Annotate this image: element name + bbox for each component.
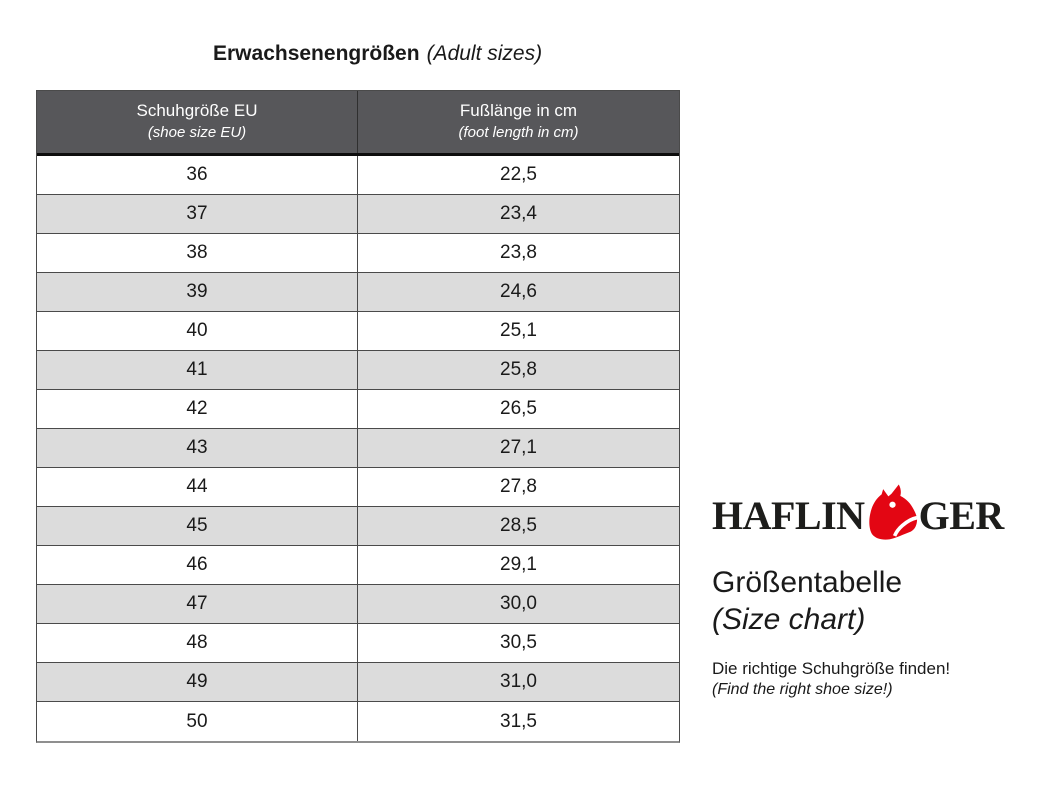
length-cell: 23,4 [500,203,537,224]
column-header-foot-length [358,91,679,153]
size-cell: 37 [37,195,358,233]
page-title-sub: (Adult sizes) [426,42,543,65]
size-table [36,90,680,743]
brand-heading-sub: (Size chart) [712,603,866,636]
table-row [37,702,679,741]
size-cell: 36 [37,156,358,194]
table-row [37,585,679,624]
table-row [37,429,679,468]
length-cell: 30,0 [500,593,537,614]
logo-text-left: HAFLIN [712,493,865,538]
table-row [37,234,679,273]
table-row [37,273,679,312]
page-title-main: Erwachsenengrößen [213,42,420,65]
length-cell: 27,8 [500,476,537,497]
size-cell: 43 [37,429,358,467]
size-cell: 46 [37,546,358,584]
size-cell: 40 [37,312,358,350]
brand-heading: Größentabelle [712,566,903,599]
size-table-header [37,91,679,156]
size-cell: 49 [37,663,358,701]
table-row [37,312,679,351]
table-row [37,624,679,663]
length-cell: 25,8 [500,359,537,380]
brand-tagline-de: Die richtige Schuhgröße finden! [712,659,951,678]
horse-head-icon [866,482,918,542]
column-header-shoe-size-de: Schuhgröße EU [136,101,258,120]
size-cell: 44 [37,468,358,506]
table-row [37,195,679,234]
length-cell: 24,6 [500,281,537,302]
length-cell: 27,1 [500,437,537,458]
length-cell: 30,5 [500,632,537,653]
length-cell: 31,0 [500,671,537,692]
size-cell: 38 [37,234,358,272]
page-title [213,42,542,66]
brand-panel [712,476,1022,700]
length-cell: 26,5 [500,398,537,419]
haflinger-logo [712,476,1022,536]
size-cell: 39 [37,273,358,311]
size-cell: 45 [37,507,358,545]
length-cell: 28,5 [500,515,537,536]
table-row [37,663,679,702]
table-row [37,351,679,390]
column-header-foot-length-en: (foot length in cm) [458,124,579,141]
length-cell: 31,5 [500,710,537,732]
length-cell: 25,1 [500,320,537,341]
length-cell: 23,8 [500,242,537,263]
size-cell: 50 [37,702,358,741]
length-cell: 29,1 [500,554,537,575]
size-cell: 41 [37,351,358,389]
table-row [37,468,679,507]
table-row [37,390,679,429]
size-cell: 42 [37,390,358,428]
table-row [37,156,679,195]
size-cell: 48 [37,624,358,662]
column-header-shoe-size [37,91,358,153]
table-row [37,507,679,546]
column-header-shoe-size-en: (shoe size EU) [147,124,247,141]
size-cell: 47 [37,585,358,623]
table-row [37,546,679,585]
length-cell: 22,5 [500,164,537,185]
column-header-foot-length-de: Fußlänge in cm [459,101,578,120]
brand-tagline-en: (Find the right shoe size!) [712,681,893,698]
logo-text-right: GER [918,493,1004,538]
size-table-body [37,156,679,741]
